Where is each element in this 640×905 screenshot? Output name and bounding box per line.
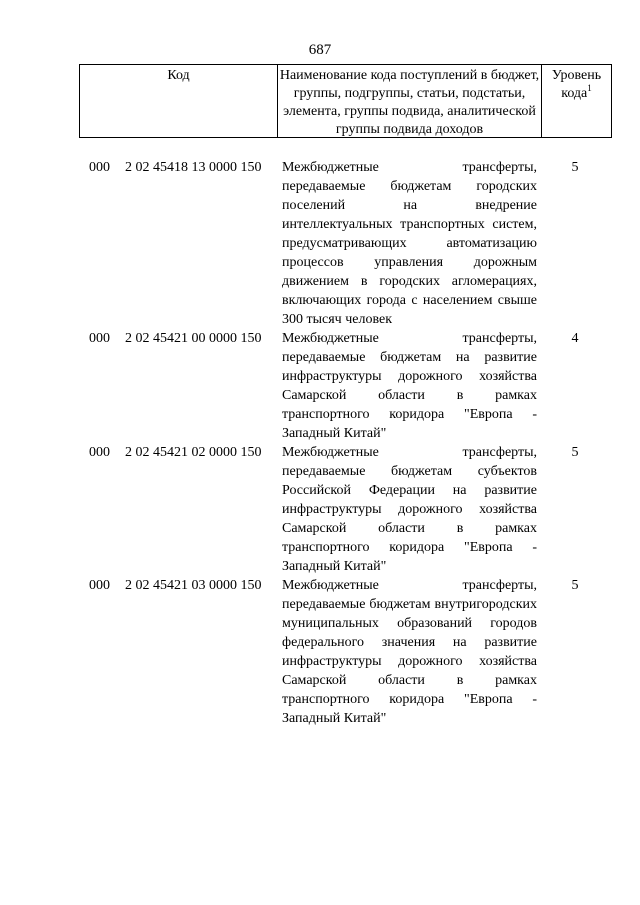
table-row (0, 443, 640, 576)
revenue-name: Межбюджетные трансферты, передаваемые бюджетам внутригородских муниципальных образований городов федерального значения на развитие инфраструктуры дорожного хозяйства Самарской области в рамках транспортного коридора "Европа - Западный Китай" (282, 578, 537, 726)
revenue-code: 2 02 45421 02 0000 150 (125, 445, 262, 460)
header-code-cell (80, 65, 278, 137)
header-name-cell (278, 65, 542, 137)
revenue-name: Межбюджетные трансферты, передаваемые бюджетам субъектов Российской Федерации на развитие инфраструктуры дорожного хозяйства Самарской области в рамках транспортного коридора "Европа - Западный Китай" (282, 445, 537, 574)
admin-code: 000 (89, 160, 110, 175)
code-level: 5 (571, 160, 579, 175)
admin-code: 000 (89, 445, 110, 460)
table-row (0, 329, 640, 443)
header-code-label: Код (167, 68, 190, 83)
header-level-label: Уровень кода (551, 68, 602, 101)
revenue-name: Межбюджетные трансферты, передаваемые бюджетам городских поселений на внедрение интеллектуальных транспортных систем, предусматривающих автоматизацию процессов управления дорожным движением в городских агломерациях, включающих города с населением свыше 300 тысяч человек (282, 160, 537, 327)
page-number: 687 (308, 42, 332, 58)
table-row (0, 576, 640, 728)
table-header (79, 64, 612, 138)
admin-code: 000 (89, 578, 110, 593)
admin-code: 000 (89, 331, 110, 346)
revenue-code: 2 02 45421 03 0000 150 (125, 578, 262, 593)
table-row (0, 158, 640, 329)
table-body (0, 158, 640, 728)
revenue-code: 2 02 45418 13 0000 150 (125, 160, 262, 175)
revenue-code: 2 02 45421 00 0000 150 (125, 331, 262, 346)
footnote-marker: 1 (587, 83, 592, 93)
header-name-label: Наименование кода поступлений в бюджет, группы, подгруппы, статьи, подстатьи, элемента, группы подвида, аналитической группы подвида доходов (279, 68, 540, 137)
code-level: 4 (571, 331, 579, 346)
header-level-cell (542, 65, 611, 137)
revenue-name: Межбюджетные трансферты, передаваемые бюджетам на развитие инфраструктуры дорожного хозяйства Самарской области в рамках транспортного коридора "Европа - Западный Китай" (282, 331, 537, 441)
code-level: 5 (571, 578, 579, 593)
code-level: 5 (571, 445, 579, 460)
